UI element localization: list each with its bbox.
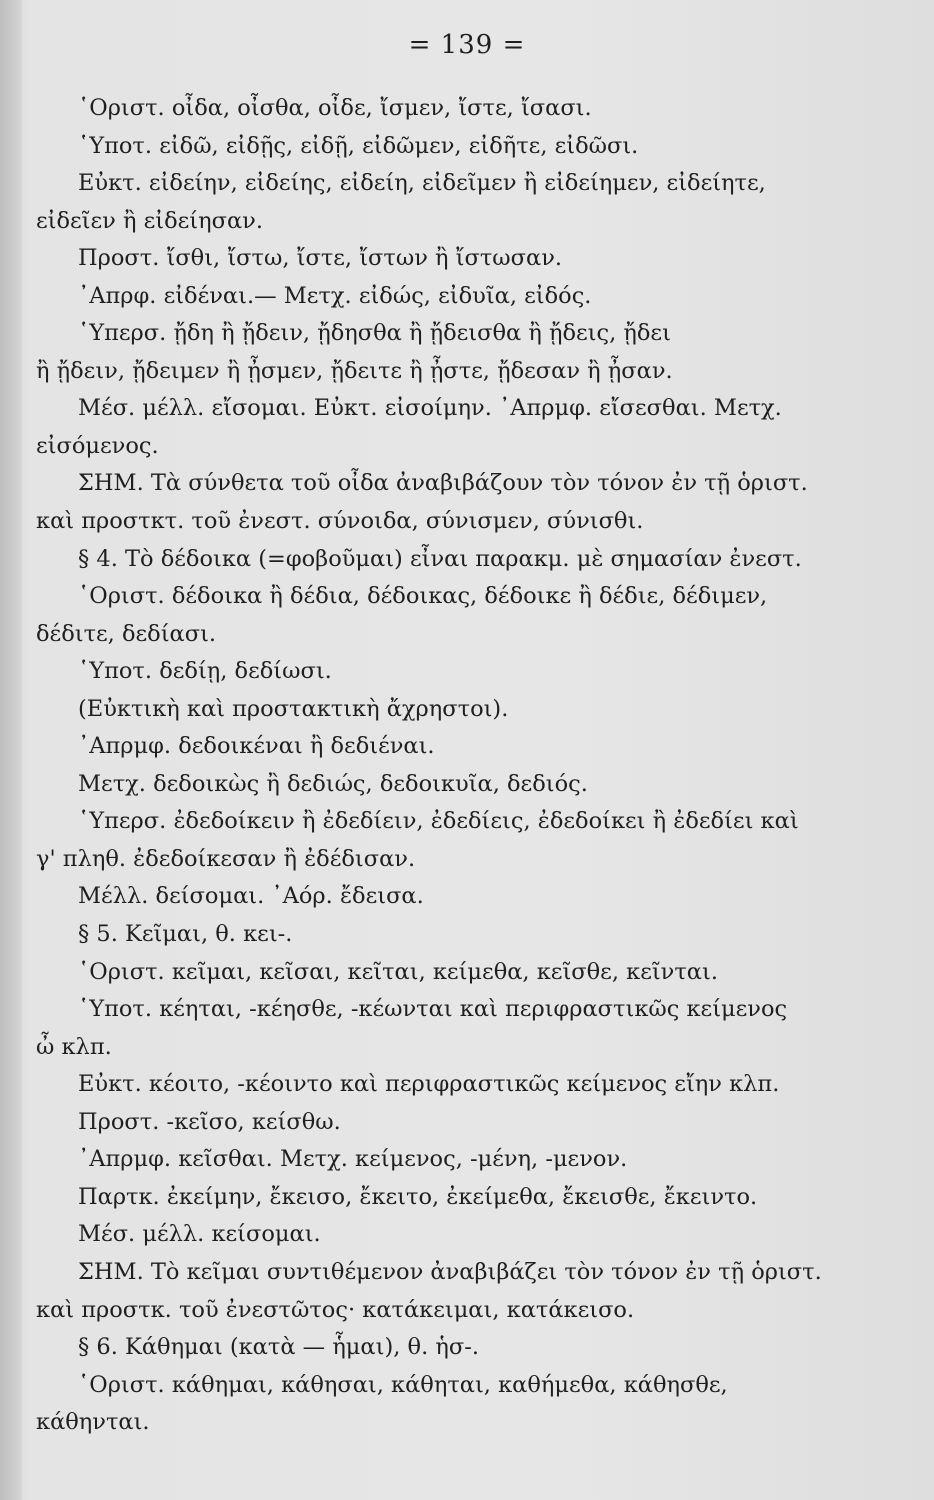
text-line: εἰδεῖεν ἢ εἰδείησαν. (36, 207, 263, 234)
text-line: ῾Οριστ. οἶδα, οἶσθα, οἶδε, ἴσμεν, ἴστε, ἴσασι. (78, 95, 592, 121)
text-line: Προστ. -κεῖσο, κείσθω. (78, 1108, 341, 1135)
text-line: Εὐκτ. εἰδείην, εἰδείης, εἰδείη, εἰδεῖμεν ἢ εἰδείημεν, εἰδείητε, (78, 170, 766, 197)
text-line: ᾿Απρμφ. δεδοικέναι ἢ δεδιέναι. (78, 733, 435, 760)
text-line: § 4. Τὸ δέδοικα (=φοβοῦμαι) εἶναι παρακμ. μὲ σημασίαν ἐνεστ. (78, 545, 802, 572)
text-line: ΣΗΜ. Τὰ σύνθετα τοῦ οἶδα ἀναβιβάζουν τὸν τόνον ἐν τῇ ὁριστ. (78, 470, 808, 497)
text-line: κάθηνται. (36, 1409, 150, 1436)
text-line: ῾Υποτ. δεδίῃ, δεδίωσι. (78, 658, 332, 685)
text-line: ᾿Απρφ. εἰδέναι.— Μετχ. εἰδώς, εἰδυῖα, εἰδός. (78, 282, 592, 309)
text-line: ὦ κλπ. (36, 1033, 112, 1060)
text-line: ᾿Απρμφ. κεῖσθαι. Μετχ. κείμενος, -μένη, -μενον. (78, 1146, 628, 1173)
text-line: § 6. Κάθημαι (κατὰ — ἧμαι), θ. ἡσ-. (78, 1334, 479, 1361)
text-line: Μέσ. μέλλ. εἴσομαι. Εὐκτ. εἰσοίμην. ᾿Απρμφ. εἴσεσθαι. Μετχ. (78, 395, 782, 422)
text-line: ῾Υπερσ. ἐδεδοίκειν ἢ ἐδεδίειν, ἐδεδίεις, ἐδεδοίκει ἢ ἐδεδίει καὶ (78, 808, 799, 835)
text-line: (Εὐκτικὴ καὶ προστακτικὴ ἄχρηστοι). (78, 695, 509, 722)
text-line: ῾Υπερσ. ᾔδη ἢ ᾔδειν, ᾔδησθα ἢ ᾔδεισθα ἢ ᾔδεις, ᾔδει (78, 320, 671, 347)
text-line: ῾Υποτ. κέηται, -κέησθε, -κέωνται καὶ περιφραστικῶς κείμενος (78, 996, 788, 1023)
text-line: ΣΗΜ. Τὸ κεῖμαι συντιθέμενον ἀναβιβάζει τὸν τόνον ἐν τῇ ὁριστ. (78, 1258, 822, 1285)
text-line: § 5. Κεῖμαι, θ. κει-. (78, 921, 293, 948)
text-line: ἢ ᾔδειν, ᾔδειμεν ἢ ᾖσμεν, ᾔδειτε ἢ ᾖστε, ᾔδεσαν ἢ ᾖσαν. (36, 357, 673, 384)
text-line: Μετχ. δεδοικὼς ἢ δεδιώς, δεδοικυῖα, δεδιός. (78, 770, 588, 797)
page-gutter (0, 0, 22, 1500)
text-line: Μέλλ. δείσομαι. ᾿Αόρ. ἔδεισα. (78, 883, 424, 910)
text-line: καὶ προστκτ. τοῦ ἐνεστ. σύνοιδα, σύνισμεν, σύνισθι. (36, 508, 644, 535)
text-line: εἰσόμενος. (36, 432, 159, 459)
text-line: Παρτκ. ἐκείμην, ἔκεισο, ἔκειτο, ἐκείμεθα, ἔκεισθε, ἔκειντο. (78, 1183, 758, 1210)
text-line: γ' πληθ. ἐδεδοίκεσαν ἢ ἐδέδισαν. (36, 845, 416, 872)
text-line: ῾Υποτ. εἰδῶ, εἰδῇς, εἰδῇ, εἰδῶμεν, εἰδῆτε, εἰδῶσι. (78, 132, 639, 159)
text-line: δέδιτε, δεδίασι. (36, 620, 217, 647)
page-text (28, 90, 908, 1442)
text-line: Μέσ. μέλλ. κείσομαι. (78, 1221, 321, 1248)
text-line: ῾Οριστ. κεῖμαι, κεῖσαι, κεῖται, κείμεθα, κεῖσθε, κεῖνται. (78, 958, 718, 985)
text-line: Εὐκτ. κέοιτο, -κέοιντο καὶ περιφραστικῶς κείμενος εἴην κλπ. (78, 1071, 780, 1098)
text-line: ῾Οριστ. δέδοικα ἢ δέδια, δέδοικας, δέδοικε ἢ δέδιε, δέδιμεν, (78, 583, 768, 610)
page-number: = 139 = (408, 30, 526, 60)
text-line: καὶ προστκ. τοῦ ἐνεστῶτος· κατάκειμαι, κατάκεισο. (36, 1296, 635, 1323)
text-line: Προστ. ἴσθι, ἴστω, ἴστε, ἴστων ἢ ἴστωσαν. (78, 245, 563, 272)
text-line: ῾Οριστ. κάθημαι, κάθησαι, κάθηται, καθήμεθα, κάθησθε, (78, 1371, 728, 1398)
